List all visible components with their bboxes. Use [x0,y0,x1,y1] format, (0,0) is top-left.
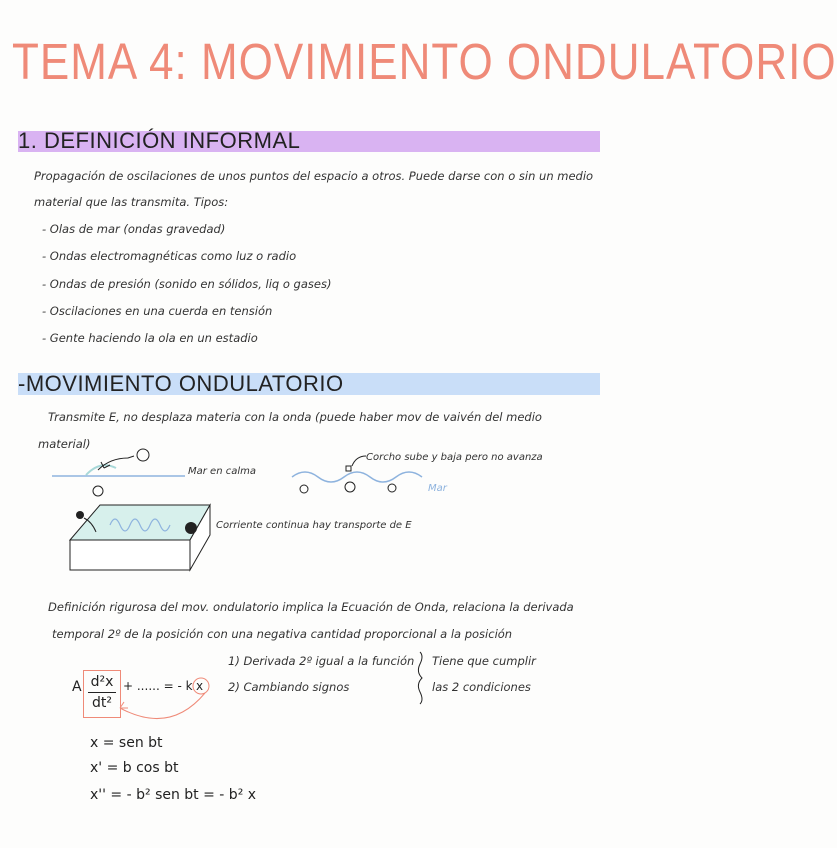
list-item: - Gente haciendo la ola en un estadio [42,331,258,345]
equation-x: x [196,679,204,693]
rotation-icon [345,482,355,492]
list-item: - Olas de mar (ondas gravedad) [42,222,226,236]
section2-line2: material) [38,437,91,451]
list-item: - Ondas electromagnéticas como luz o radio [42,249,297,263]
derivative-numerator: d²x [90,674,114,690]
wavy-sea-line [292,472,422,482]
page-title: TEMA 4: MOVIMIENTO ONDULATORIO [12,34,837,91]
section2-heading: -MOVIMIENTO ONDULATORIO [18,371,344,396]
list-item: - Ondas de presión (sonido en sólidos, liq o gases) [42,277,332,291]
equation-line1: x = sen bt [90,735,163,751]
particle-icon [76,511,84,519]
brace-icon [418,652,422,704]
condition-1: 1) Derivada 2º igual a la función [228,654,415,668]
ball-icon [137,449,149,461]
equation-line2: x' = b cos bt [90,760,179,776]
derivative-box [83,670,121,718]
rotation-icon [388,484,396,492]
conditions-note-line1: Tiene que cumplir [432,654,536,668]
section2-line1: Transmite E, no desplaza materia con la onda (puede haber mov de vaivén del medio [48,410,542,424]
equation-coefficient: A [72,679,82,695]
section1-intro-line1: Propagación de oscilaciones de unos puntos del espacio a otros. Puede darse con o sin un medio [34,169,594,183]
condition-2: 2) Cambiando signos [228,680,350,694]
sea-label: Mar [428,483,447,494]
ball-icon [93,486,103,496]
current-label: Corriente continua hay transporte de E [216,520,412,531]
equation-rest: + ...... = - k [123,679,193,693]
arrow-head [120,702,128,708]
conditions-note-line2: las 2 condiciones [432,680,531,694]
arrow-curve [352,456,366,466]
section1-intro-line2: material que las transmita. Tipos: [34,195,229,209]
calm-sea-label: Mar en calma [188,466,256,477]
list-item: - Oscilaciones en una cuerda en tensión [42,304,273,318]
derivative-denominator: dt² [92,695,112,711]
cork-label: Corcho sube y baja pero no avanza [366,452,543,463]
fraction-bar [88,692,116,693]
box-front [70,540,190,570]
arrow-curve [120,693,205,719]
equation-line3: x'' = - b² sen bt = - b² x [90,787,257,803]
definition-line2: temporal 2º de la posición con una negativa cantidad proporcional a la posición [52,627,513,641]
definition-line1: Definición rigurosa del mov. ondulatorio implica la Ecuación de Onda, relaciona la derivada [48,600,574,614]
cork-icon [346,466,351,471]
rotation-icon [300,485,308,493]
particle-icon [185,522,197,534]
section1-heading: 1. DEFINICIÓN INFORMAL [18,128,301,153]
